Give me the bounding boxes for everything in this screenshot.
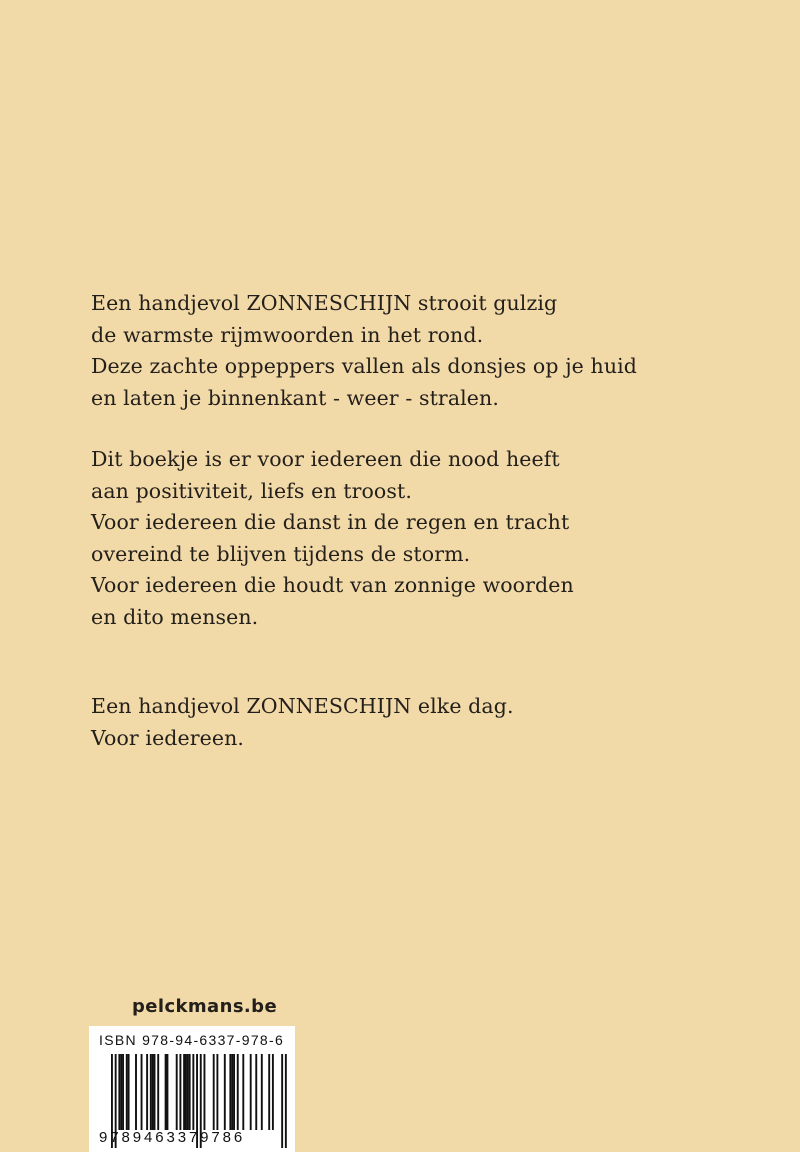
blurb-paragraph-intro (91, 288, 751, 414)
barcode-bar (118, 1054, 120, 1130)
barcode-bar (224, 1054, 226, 1130)
barcode-bar (204, 1054, 206, 1130)
barcode-bar (233, 1054, 235, 1130)
back-cover-blurb (91, 288, 751, 754)
isbn-label: ISBN 978-94-6337-978-6 (99, 1032, 285, 1048)
barcode-bar (146, 1054, 148, 1130)
barcode-bar (165, 1054, 167, 1130)
barcode-bar (255, 1054, 257, 1130)
barcode-bar (272, 1054, 274, 1130)
blurb-line: Voor iedereen. (91, 725, 245, 750)
blurb-line: Een handjevol ZONNESCHIJN strooit gulzig (91, 291, 558, 315)
barcode-bar (268, 1054, 270, 1130)
blurb-line: en dito mensen. (91, 604, 259, 629)
barcode-bar (128, 1054, 130, 1130)
blurb-line: en laten je binnenkant - weer - stralen. (91, 385, 499, 410)
barcode-bar (285, 1054, 287, 1148)
barcode-bar (150, 1054, 152, 1130)
barcode-bar (189, 1054, 191, 1130)
barcode-bar (250, 1054, 252, 1130)
barcode-bar (152, 1054, 154, 1130)
blurb-line: Voor iedereen die danst in de regen en tracht (91, 510, 570, 534)
barcode-bar (167, 1054, 169, 1130)
blurb-paragraph-closing (91, 691, 751, 754)
barcode-bar (185, 1054, 187, 1130)
barcode-bar (122, 1054, 124, 1130)
barcode-bar (242, 1054, 244, 1130)
barcode-bar (187, 1054, 189, 1130)
barcode-bar (237, 1054, 239, 1130)
barcode-bar (229, 1054, 231, 1130)
barcode-bar (231, 1054, 233, 1130)
barcode-bar (192, 1054, 194, 1130)
barcode-bar (216, 1054, 218, 1130)
blurb-line: overeind te blijven tijdens de storm. (91, 541, 471, 566)
barcode-bar (120, 1054, 122, 1130)
barcode-bar (154, 1054, 156, 1130)
barcode-bar (141, 1054, 143, 1130)
blurb-line: aan positiviteit, liefs en troost. (91, 478, 412, 503)
barcode-bar (183, 1054, 185, 1130)
barcode-bar (126, 1054, 128, 1130)
barcode-bar (281, 1054, 283, 1148)
blurb-line: de warmste rijmwoorden in het rond. (91, 322, 484, 347)
blurb-line: Voor iedereen die houdt van zonnige woorden (91, 573, 574, 597)
blurb-line: Een handjevol ZONNESCHIJN elke dag. (91, 694, 514, 718)
barcode-bar (135, 1054, 137, 1130)
blurb-line: Deze zachte oppeppers vallen als donsjes op je huid (91, 354, 638, 378)
blurb-paragraph-audience (91, 444, 751, 633)
barcode-bar (179, 1054, 181, 1130)
blurb-line: Dit boekje is er voor iedereen die nood heeft (91, 447, 560, 471)
barcode-bar (213, 1054, 215, 1130)
publisher-website: pelckmans.be (132, 996, 278, 1017)
isbn-barcode (89, 1026, 295, 1152)
barcode-digits: 9789463379786 (99, 1129, 246, 1146)
barcode-bar (157, 1054, 159, 1130)
barcode-bar (176, 1054, 178, 1130)
barcode-bar (261, 1054, 263, 1130)
